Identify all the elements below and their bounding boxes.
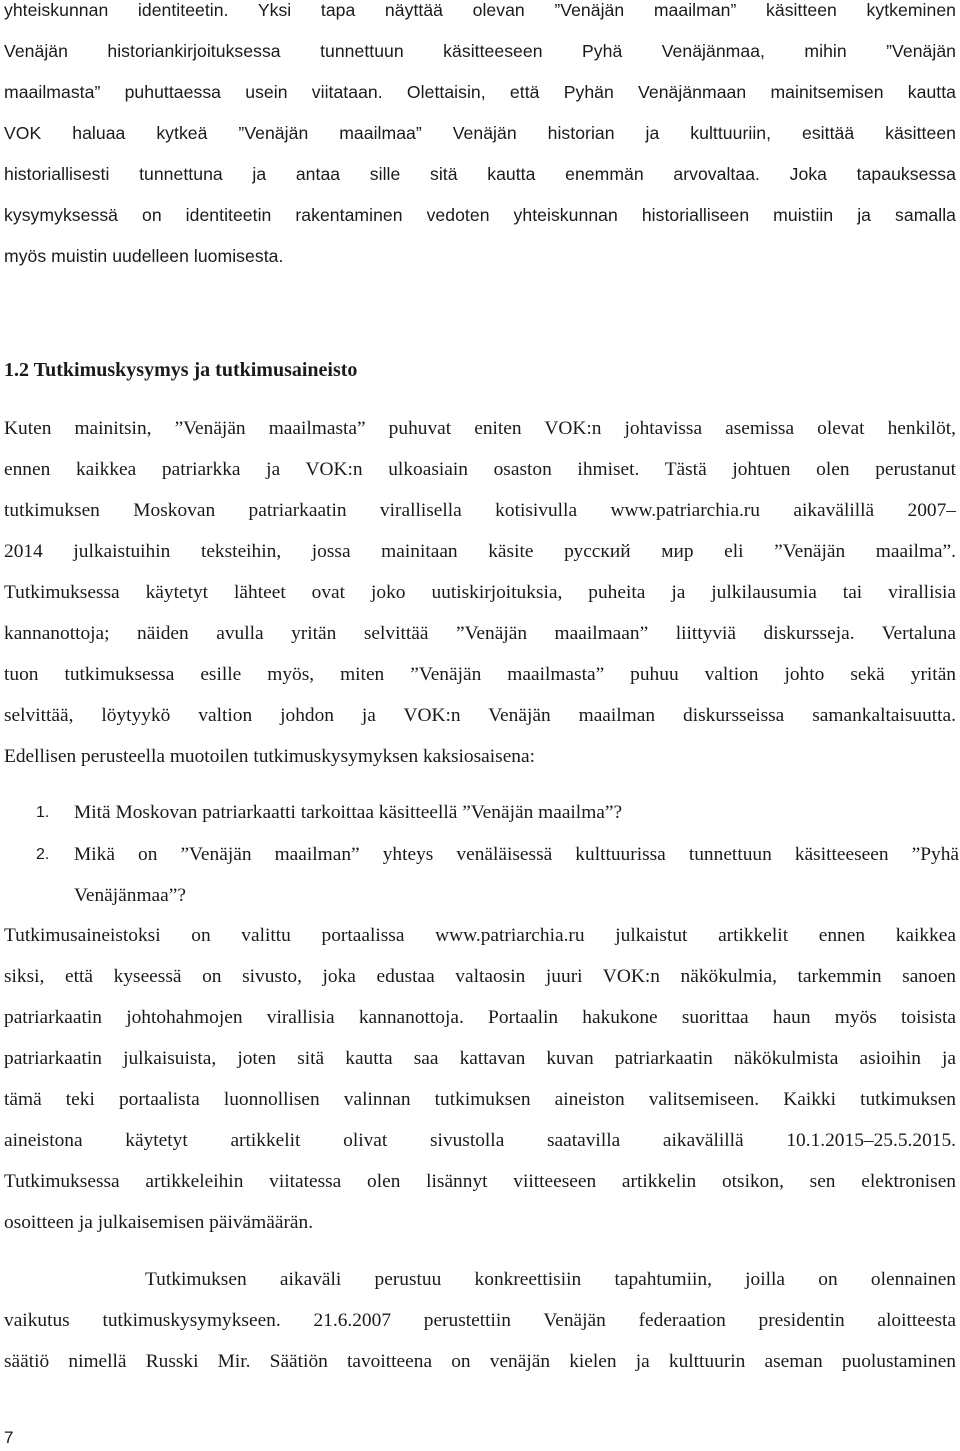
- paragraph-research-material: [4, 915, 956, 1243]
- paragraph-identity: [4, 0, 956, 277]
- text-line: aineistona käytetyt artikkelit olivat sivustolla saatavilla aikavälillä 10.1.2015–25.5.2015.: [4, 1130, 956, 1151]
- list-number: 2.: [36, 846, 50, 863]
- text-line: Venäjänmaa”?: [74, 885, 186, 906]
- list-number: 1.: [36, 804, 50, 821]
- section-heading: 1.2 Tutkimuskysymys ja tutkimusaineisto: [4, 359, 358, 381]
- text-line: Tutkimuksessa artikkeleihin viitatessa olen lisännyt viitteeseen artikkelin otsikon, sen elektronisen: [4, 1171, 956, 1192]
- list-item: [4, 834, 959, 916]
- text-line: 2014 julkaistuihin teksteihin, jossa mainitaan käsite русский мир eli ”Venäjän maailma”.: [4, 541, 956, 562]
- text-line: siksi, että kyseessä on sivusto, joka edustaa valtaosin juuri VOK:n näkökulmia, tarkemmin sanoen: [4, 966, 956, 987]
- text-line: historiallisesti tunnettuna ja antaa sille sitä kautta enemmän arvovaltaa. Joka tapauksessa: [4, 164, 956, 184]
- text-line: selvittää, löytyykö valtion johdon ja VOK:n Venäjän maailman diskursseissa samankaltaisuutta.: [4, 705, 956, 726]
- text-line-content: Tutkimuksen aikaväli perustuu konkreettisiin tapahtumiin, joilla on olennainen: [145, 1269, 956, 1290]
- list-item: [4, 792, 956, 833]
- text-line: tutkimuksen Moskovan patriarkaatin virallisella kotisivulla www.patriarchia.ru aikavälillä 2007–: [4, 500, 956, 521]
- text-line: säätiö nimellä Russki Mir. Säätiön tavoitteena on venäjän kielen ja kulttuurin aseman puolustaminen: [4, 1351, 956, 1372]
- text-line: tämä teki portaalista luonnollisen valinnan tutkimuksen aineiston valitsemiseen. Kaikki tutkimuksen: [4, 1089, 956, 1110]
- text-line: Edellisen perusteella muotoilen tutkimuskysymyksen kaksiosaisena:: [4, 746, 535, 767]
- text-line: [4, 1259, 956, 1300]
- text-line: osoitteen ja julkaisemisen päivämäärän.: [4, 1212, 314, 1233]
- paragraph-time-period: [4, 1259, 956, 1382]
- list-text: [74, 834, 959, 916]
- text-line: patriarkaatin julkaisuista, joten sitä kautta saa kattavan kuvan patriarkaatin näkökulmista asioihin ja: [4, 1048, 956, 1069]
- text-line: Tutkimuksessa käytetyt lähteet ovat joko uutiskirjoituksia, puheita ja julkilausumia tai virallisia: [4, 582, 956, 603]
- text-line: Tutkimusaineistoksi on valittu portaalissa www.patriarchia.ru julkaistut artikkelit ennen kaikkea: [4, 925, 956, 946]
- text-line: VOK haluaa kytkeä ”Venäjän maailmaa” Venäjän historian ja kulttuuriin, esittää käsitteen: [4, 123, 956, 143]
- text-line: ennen kaikkea patriarkka ja VOK:n ulkoasiain osaston ihmiset. Tästä johtuen olen perustanut: [4, 459, 956, 480]
- text-line: myös muistin uudelleen luomisesta.: [4, 246, 284, 266]
- text-line: maailmasta” puhuttaessa usein viitataan. Olettaisin, että Pyhän Venäjänmaan mainitsemisen kautta: [4, 82, 956, 102]
- text-line: kannanottoja; näiden avulla yritän selvittää ”Venäjän maailmaan” liittyviä diskursseja. Vertaluna: [4, 623, 956, 644]
- text-line: kysymyksessä on identiteetin rakentaminen vedoten yhteiskunnan historialliseen muistiin ja samalla: [4, 205, 956, 225]
- text-line: Kuten mainitsin, ”Venäjän maailmasta” puhuvat eniten VOK:n johtavissa asemissa olevat henkilöt,: [4, 418, 956, 439]
- text-line: vaikutus tutkimuskysymykseen. 21.6.2007 perustettiin Venäjän federaation presidentin aloitteesta: [4, 1310, 956, 1331]
- paragraph-research-question: [4, 408, 956, 777]
- text-line: Mitä Moskovan patriarkaatti tarkoittaa käsitteellä ”Venäjän maailma”?: [74, 802, 623, 823]
- text-line: Venäjän historiankirjoituksessa tunnettuun käsitteeseen Pyhä Venäjänmaa, mihin ”Venäjän: [4, 41, 956, 61]
- text-line: patriarkaatin johtohahmojen virallisia kannanottoja. Portaalin hakukone suorittaa haun myös toisista: [4, 1007, 956, 1028]
- page-number: 7: [4, 1428, 14, 1447]
- list-text: [74, 792, 959, 833]
- text-line: yhteiskunnan identiteetin. Yksi tapa näyttää olevan ”Venäjän maailman” käsitteen kytkeminen: [4, 0, 956, 20]
- text-line: tuon tutkimuksessa esille myös, miten ”Venäjän maailmasta” puhuu valtion johto sekä yritän: [4, 664, 956, 685]
- text-line: Mikä on ”Venäjän maailman” yhteys venäläisessä kulttuurissa tunnettuun käsitteeseen ”Pyhä: [74, 844, 959, 865]
